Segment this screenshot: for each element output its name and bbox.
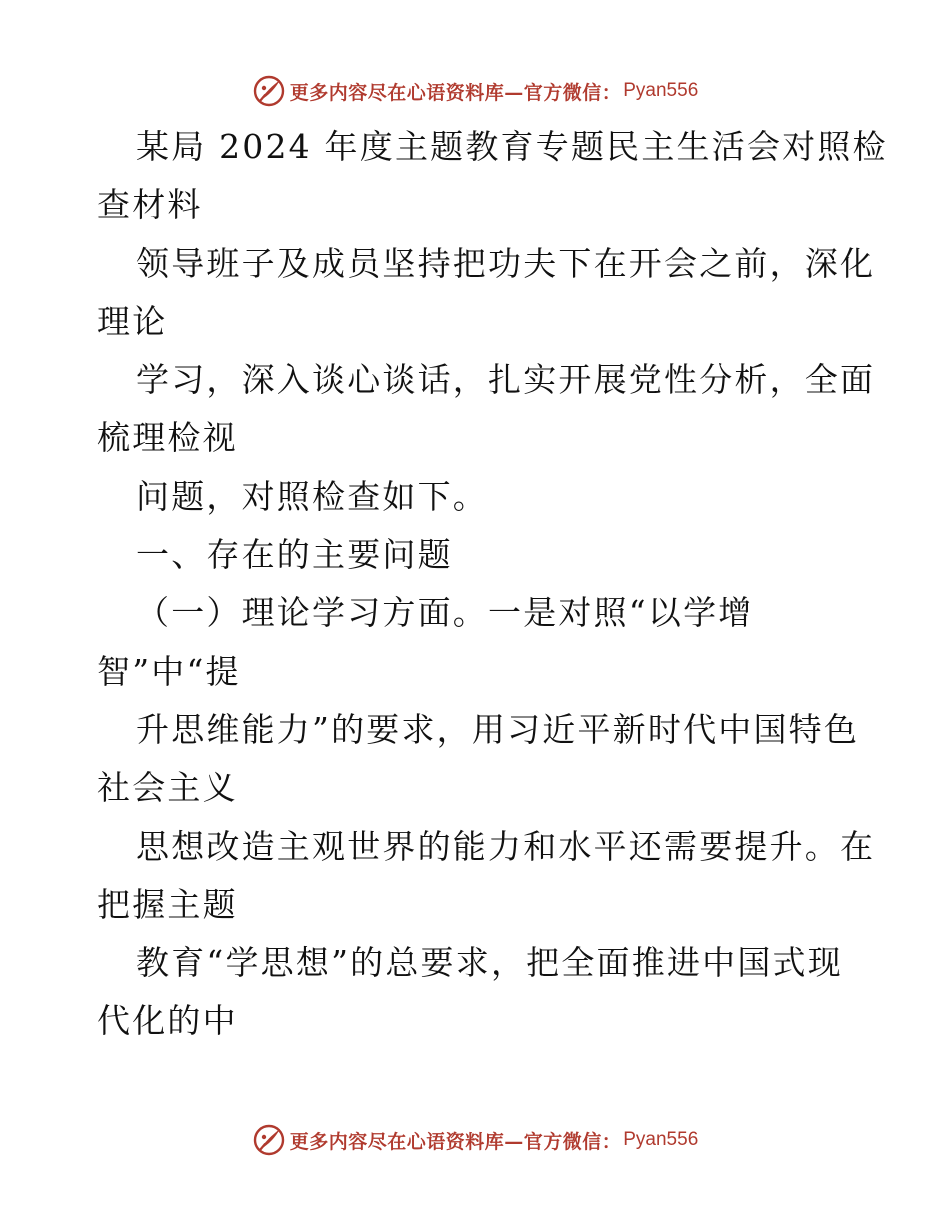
watermark-handle: Pyan556 (623, 1129, 699, 1150)
watermark-text: 更多内容尽在心语资料库—官方微信： (289, 81, 622, 104)
watermark-text: 更多内容尽在心语资料库—官方微信： (289, 1130, 622, 1153)
paragraph-line: 把握主题 (97, 884, 238, 924)
title-line-1: 某局 2024 年度主题教育专题民主生活会对照检 (136, 127, 888, 166)
paragraph-line: 学习，深入谈心谈话，扎实开展党性分析，全面 (136, 360, 876, 400)
section-heading: 一、存在的主要问题 (136, 535, 453, 575)
subsection-heading: （一）理论学习方面。一是对照“以学增 (136, 593, 754, 633)
paragraph-line: 升思维能力”的要求，用习近平新时代中国特色 (136, 709, 860, 749)
paragraph-line: 教育“学思想”的总要求，把全面推进中国式现 (136, 943, 843, 983)
paragraph-line: 思想改造主观世界的能力和水平还需要提升。在 (136, 826, 876, 866)
paragraph-line: 社会主义 (97, 768, 238, 808)
paragraph-line: 问题，对照检查如下。 (136, 476, 488, 516)
paragraph-line: 智”中“提 (97, 651, 241, 691)
quill-pen-seal-icon (252, 1123, 286, 1157)
paragraph-line: 理论 (97, 301, 168, 341)
title-line-2: 查材料 (97, 185, 203, 225)
paragraph-line: 代化的中 (97, 1001, 238, 1041)
watermark-footer (0, 1120, 950, 1160)
watermark-header (0, 71, 950, 111)
paragraph-line: 梳理检视 (97, 418, 238, 458)
paragraph-line: 领导班子及成员坚持把功夫下在开会之前，深化 (136, 243, 876, 283)
quill-pen-seal-icon (252, 74, 286, 108)
watermark-handle: Pyan556 (623, 80, 699, 101)
document-body (97, 118, 888, 1051)
